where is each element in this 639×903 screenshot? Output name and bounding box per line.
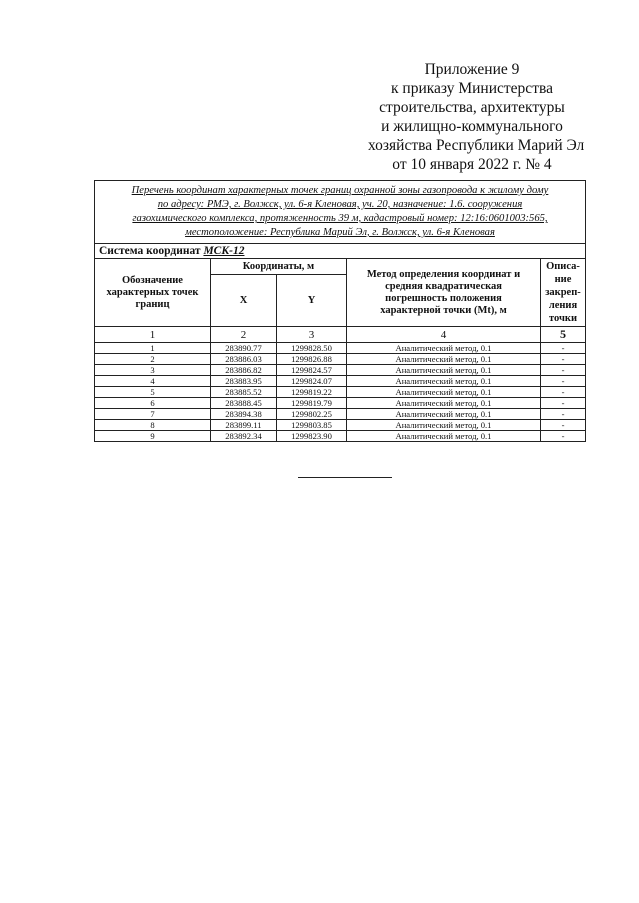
point-number: 5 xyxy=(95,387,211,398)
point-number: 1 xyxy=(95,343,211,354)
fixation: - xyxy=(541,365,586,376)
point-number: 4 xyxy=(95,376,211,387)
coordinate-y: 1299824.57 xyxy=(277,365,347,376)
point-number: 3 xyxy=(95,365,211,376)
table-title-line: местоположение: Республика Марий Эл, г. Волжск, ул. 6-я Кленовая xyxy=(185,227,495,238)
table-row xyxy=(95,376,586,387)
fixation: - xyxy=(541,398,586,409)
column-number: 3 xyxy=(277,327,347,343)
method: Аналитический метод, 0.1 xyxy=(347,343,541,354)
method: Аналитический метод, 0.1 xyxy=(347,365,541,376)
fixation: - xyxy=(541,387,586,398)
coordinate-x: 283894.38 xyxy=(211,409,277,420)
method: Аналитический метод, 0.1 xyxy=(347,431,541,442)
table-row xyxy=(95,387,586,398)
header-point: Обозначение характерных точек границ xyxy=(95,259,211,327)
point-number: 2 xyxy=(95,354,211,365)
fixation: - xyxy=(541,409,586,420)
coordinate-y: 1299803.85 xyxy=(277,420,347,431)
header-y: Y xyxy=(277,275,347,327)
header-x: X xyxy=(211,275,277,327)
table-row xyxy=(95,398,586,409)
coordinate-x: 283883.95 xyxy=(211,376,277,387)
method: Аналитический метод, 0.1 xyxy=(347,398,541,409)
point-number: 9 xyxy=(95,431,211,442)
table-row xyxy=(95,365,586,376)
point-number: 7 xyxy=(95,409,211,420)
header-line: от 10 января 2022 г. № 4 xyxy=(392,156,552,173)
column-number-row xyxy=(95,327,586,343)
header-line: Приложение 9 xyxy=(424,61,520,78)
table-title-line: Перечень координат характерных точек границ охранной зоны газопровода к жилому дому xyxy=(131,185,549,196)
coordinate-x: 283890.77 xyxy=(211,343,277,354)
coordinate-y: 1299802.25 xyxy=(277,409,347,420)
coordinate-system xyxy=(95,244,586,259)
column-number: 5 xyxy=(541,327,586,343)
coordinate-x: 283888.45 xyxy=(211,398,277,409)
header-fixation: Описа-ние закреп-ления точки xyxy=(541,259,586,327)
end-divider xyxy=(298,477,392,478)
header-method: Метод определения координат и средняя квадратическая погрешность положения характерной точки (Mt), м xyxy=(347,259,541,327)
coordinate-y: 1299819.79 xyxy=(277,398,347,409)
coordinate-x: 283886.82 xyxy=(211,365,277,376)
method: Аналитический метод, 0.1 xyxy=(347,376,541,387)
coordinate-y: 1299819.22 xyxy=(277,387,347,398)
table-row xyxy=(95,343,586,354)
table-title-line: газохимического комплекса, протяженность 39 м, кадастровый номер: 12:16:0601003:565, xyxy=(132,213,548,224)
coordinate-system-label: Система координат xyxy=(99,245,201,257)
coordinate-x: 283885.52 xyxy=(211,387,277,398)
coordinate-x: 283899.11 xyxy=(211,420,277,431)
coordinate-x: 283892.34 xyxy=(211,431,277,442)
method: Аналитический метод, 0.1 xyxy=(347,409,541,420)
coordinate-x: 283886.03 xyxy=(211,354,277,365)
method: Аналитический метод, 0.1 xyxy=(347,387,541,398)
fixation: - xyxy=(541,420,586,431)
fixation: - xyxy=(541,376,586,387)
header-coordinates: Координаты, м xyxy=(211,259,347,275)
appendix-header xyxy=(368,60,585,174)
column-number: 2 xyxy=(211,327,277,343)
fixation: - xyxy=(541,354,586,365)
coordinate-y: 1299826.88 xyxy=(277,354,347,365)
coordinates-table xyxy=(94,180,586,442)
point-number: 6 xyxy=(95,398,211,409)
table-title-line: по адресу: РМЭ, г. Волжск, ул. 6-я Кленовая, уч. 20, назначение: 1.6. сооружения xyxy=(157,199,523,210)
table-title xyxy=(95,181,586,244)
fixation: - xyxy=(541,343,586,354)
column-number: 4 xyxy=(347,327,541,343)
table-row xyxy=(95,431,586,442)
method: Аналитический метод, 0.1 xyxy=(347,354,541,365)
header-line: хозяйства Республики Марий Эл xyxy=(368,137,585,154)
header-line: и жилищно-коммунального xyxy=(381,118,563,135)
table-row xyxy=(95,354,586,365)
header-line: строительства, архитектуры xyxy=(379,99,565,116)
coordinate-y: 1299823.90 xyxy=(277,431,347,442)
coordinate-y: 1299828.50 xyxy=(277,343,347,354)
header-line: к приказу Министерства xyxy=(391,80,553,97)
column-number: 1 xyxy=(95,327,211,343)
table-row xyxy=(95,409,586,420)
coordinate-y: 1299824.07 xyxy=(277,376,347,387)
point-number: 8 xyxy=(95,420,211,431)
method: Аналитический метод, 0.1 xyxy=(347,420,541,431)
coordinate-system-value: МСК-12 xyxy=(203,245,245,257)
table-row xyxy=(95,420,586,431)
fixation: - xyxy=(541,431,586,442)
